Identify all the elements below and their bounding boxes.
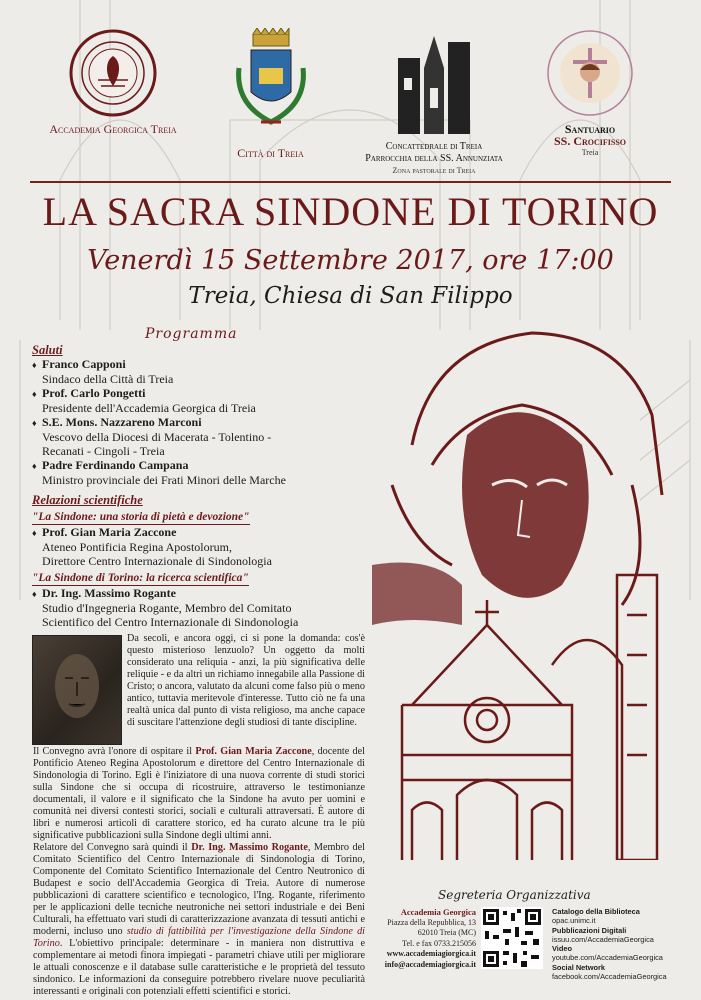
- logo-caption-line2: Parrocchia della SS. Annunziata: [365, 153, 503, 164]
- speaker-name: ♦ Padre Ferdinando Campana: [32, 458, 372, 473]
- secretariat-heading: Segreteria Organizzativa: [438, 888, 591, 902]
- poster-title: LA SACRA SINDONE DI TORINO: [42, 189, 659, 234]
- speaker-role: Recanati - Cingoli - Treia: [42, 444, 165, 458]
- logo-caption-line3: Treia: [581, 148, 599, 157]
- speaker-name: ♦ Franco Capponi: [32, 357, 372, 372]
- speaker-role: Ateneo Pontificia Regina Apostolorum,: [42, 540, 232, 554]
- shroud-face-image: [33, 636, 121, 744]
- body-text: , Membro del Comitato Scientifico del Centro Internazionale di Sindonologia di Torino, Componente del Comitato Scientifico Internazionale del Centro Neutronico di Budapest e socio dell'Accademia Georgica di Treia. Autore di numerose pubblicazioni di carattere scientifico e tecnologico, l'Ing. Rogante, riferimento per le applicazioni delle tecniche neutroniche nei settori industriale e dei Beni Culturali, ha effettuato vari studi di caratterizzazione avanzata di tessuti antichi e moderni, incluso uno: [33, 842, 366, 937]
- qr-code-icon[interactable]: [481, 907, 543, 969]
- crucifix-seal-icon: [545, 28, 635, 118]
- link-label: Catalogo della Biblioteca: [552, 907, 640, 916]
- speaker-role: Vescovo della Diocesi di Macerata - Tolentino -: [42, 430, 272, 444]
- list-item: [32, 525, 372, 568]
- logo-concattedrale: [355, 28, 513, 177]
- logo-caption: Accademia Georgica Treia: [49, 122, 177, 136]
- speaker-name: ♦ Prof. Carlo Pongetti: [32, 386, 372, 401]
- speaker-role: Scientifico del Centro Internazionale di Sindonologia: [42, 615, 299, 629]
- event-date: Venerdì 15 Settembre 2017, ore 17:00: [87, 245, 614, 276]
- speaker-role: Direttore Centro Internazionale di Sindonologia: [42, 554, 272, 568]
- list-item: [32, 386, 372, 415]
- relazioni-heading: Relazioni scientifiche: [32, 493, 143, 507]
- speaker-role: Ministro provinciale dei Frati Minori delle Marche: [42, 473, 286, 487]
- link-label: Social Network: [552, 962, 605, 972]
- logo-citta-di-treia: [228, 28, 313, 159]
- contact-address-2: 62010 Treia (MC): [417, 928, 476, 937]
- body-text: . L'obiettivo principale: determinare - in maniera non distruttiva e complementare ai metodi finora impiegati - parametri chiave utili per migliorare le attuali conoscenze e il database sulle caratteristiche e le proprietà del tessuto sindonico. Le informazioni da conseguire potrebbero rivelare nuove peculiarità interessanti e originali con potenziali effetti scientifici e storici.: [33, 938, 365, 997]
- saluti-heading: Saluti: [32, 343, 63, 357]
- contact-address-1: Piazza della Repubblica, 13: [387, 917, 476, 927]
- speaker-name: ♦ Prof. Gian Maria Zaccone: [32, 525, 372, 540]
- speakers-paragraph: [33, 746, 365, 998]
- speaker-role: Studio d'Ingegneria Rogante, Membro del Comitato: [42, 601, 292, 615]
- christ-and-church-illustration: [372, 325, 672, 860]
- intro-paragraph: Da secoli, e ancora oggi, ci si pone la domanda: cos'è questo misterioso lenzuolo? Un oggetto da molti considerato una reliquia - anzi, la più significativa delle reliquie - e da altri un richiamo innegabile alla Passione di Cristo; o ancora, valutato da alcuni come falso più o meno antico, tuttavia meritevole d'interesse. Tutto ciò ne fa una realtà unica dal punto di vista religioso, ma anche capace di suscitare l'attenzione degli studiosi di tante discipline.: [127, 633, 365, 728]
- header-divider: [30, 181, 671, 183]
- contact-phone: Tel. e fax 0733.215056: [402, 938, 476, 948]
- youtube-link[interactable]: youtube.com/AccademiaGeorgica: [552, 953, 663, 963]
- church-tower-icon: [394, 28, 474, 136]
- facebook-link[interactable]: facebook.com/AccademiaGeorgica: [552, 972, 667, 982]
- body-text: , docente del Pontificio Ateneo Regina Apostolorum e direttore del Centro Internazionale di Sindonologia di Torino. Egli è l'iniziatore di una nuova corrente di studi storici sulla Sindone che si occupa di ricostruire, attraverso le testimonianze documentali, il valore e il significato che la Sindone ha avuto per uomini e comunità nei diversi contesti storici, sociali e culturali attraversati. È autore di libri e numerosi articoli di carattere storico, ed ha curato alcune tra le più significative pubblicazioni sulla Sindone degli ultimi anni.: [33, 746, 366, 841]
- contact-block: [370, 907, 476, 970]
- issuu-link[interactable]: issuu.com/AccademiaGeorgica: [552, 934, 654, 944]
- speaker-role: Presidente dell'Accademia Georgica di Treia: [42, 401, 256, 415]
- link-label: Pubblicazioni Digitali: [552, 925, 627, 935]
- list-item: [32, 415, 372, 458]
- study-highlight: studio di fattibilità per l'investigazione della Sindone di Torino: [33, 926, 365, 949]
- logo-caption: Città di Treia: [237, 146, 304, 160]
- event-venue: Treia, Chiesa di San Filippo: [188, 283, 513, 309]
- program-list: [32, 343, 372, 629]
- speaker-highlight: Prof. Gian Maria Zaccone: [195, 746, 312, 757]
- program-heading: Programma: [145, 326, 238, 342]
- accademia-seal-icon: [68, 28, 158, 118]
- logo-santuario: [540, 28, 640, 159]
- talk-title: "La Sindone di Torino: la ricerca scientifica": [32, 572, 249, 584]
- logo-accademia-georgica: [38, 28, 188, 135]
- link-label: Video: [552, 944, 572, 954]
- shroud-photo: [32, 635, 122, 745]
- city-crest-icon: [231, 28, 311, 136]
- logo-caption-line3: Zona pastorale di Treia: [392, 166, 476, 175]
- online-links: [552, 907, 692, 981]
- logo-caption-line2: SS. Crocifisso: [553, 134, 627, 148]
- list-item: [32, 357, 372, 386]
- talk-title: "La Sindone: una storia di pietà e devozione": [32, 511, 250, 523]
- logo-caption-line1: Concattedrale di Treia: [385, 141, 483, 152]
- list-item: [32, 458, 372, 487]
- contact-org: Accademia Georgica: [400, 907, 476, 917]
- list-item: [32, 586, 372, 629]
- body-text: Il Convegno avrà l'onore di ospitare il: [33, 746, 193, 757]
- contact-web-link[interactable]: www.accademiagiorgica.it: [386, 949, 476, 958]
- logo-caption-line1: Santuario: [564, 122, 616, 136]
- contact-email-link[interactable]: info@accademiagiorgica.it: [384, 959, 476, 969]
- speaker-role: Sindaco della Città di Treia: [42, 372, 174, 386]
- catalog-link[interactable]: opac.unimc.it: [552, 916, 596, 926]
- speaker-highlight: Dr. Ing. Massimo Rogante: [191, 842, 308, 853]
- speaker-name: ♦ S.E. Mons. Nazzareno Marconi: [32, 415, 372, 430]
- speaker-name: ♦ Dr. Ing. Massimo Rogante: [32, 586, 372, 601]
- body-text: Relatore del Convegno sarà quindi il: [33, 842, 188, 853]
